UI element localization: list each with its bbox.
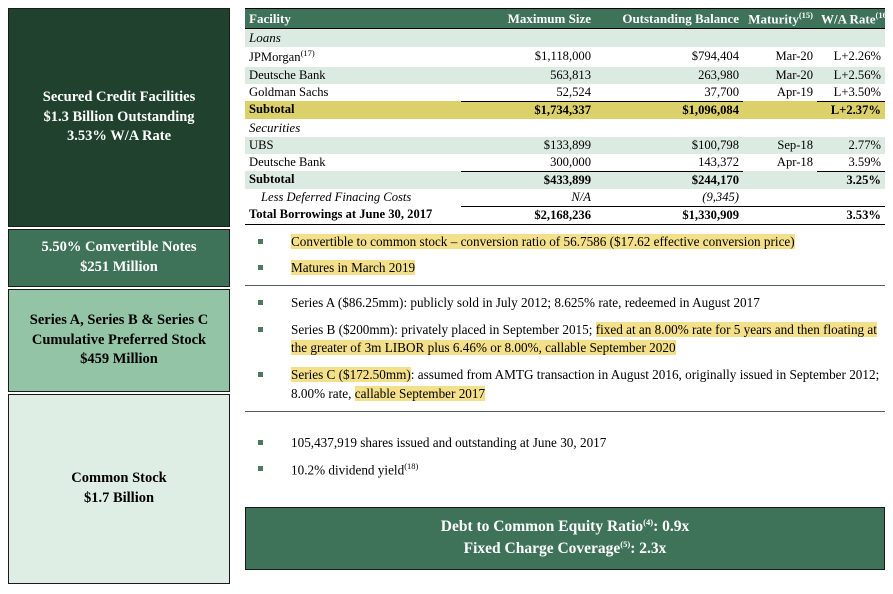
cell-facility: JPMorgan$^{(17)}$ — [245, 47, 461, 66]
list-item — [245, 460, 885, 480]
cell-outstanding: 37,700 — [595, 84, 743, 102]
highlighted-text: callable September 2017 — [354, 385, 486, 401]
series-a-text: Series A ($86.25mm): publicly sold in July 2012; 8.625% rate, redeemed in August 2017 — [291, 294, 760, 310]
footnote-ref: (18) — [404, 461, 419, 472]
square-bullet-icon — [258, 466, 263, 471]
cell-maturity: Mar-20 — [743, 47, 817, 66]
cell-outstanding: $794,404 — [595, 47, 743, 66]
cell-facility: Subtotal — [245, 101, 461, 119]
list-item — [245, 321, 885, 358]
cell-max-size: $1,118,000 — [461, 47, 595, 66]
dividend-yield-text: 10.2% dividend yield — [291, 462, 405, 478]
table-header-row — [245, 9, 885, 29]
cell-outstanding: $1,096,084 — [595, 101, 743, 119]
table-row-subtotal-securities — [245, 171, 885, 189]
sidebar-box-line: Common Stock — [71, 470, 167, 487]
debt-to-equity-ratio-line: Debt to Common Equity Ratio$^{(4)}$: 0.9x — [440, 516, 690, 535]
cell-outstanding: $100,798 — [595, 137, 743, 154]
section-label: Securities — [245, 119, 461, 137]
bullet-group-convertible-notes — [245, 233, 885, 278]
cell-facility: Total Borrowings at June 30, 2017 — [245, 206, 461, 224]
cell-maturity: Mar-20 — [743, 67, 817, 84]
footnote-ref: (5) — [620, 538, 631, 549]
highlighted-text: fixed at an 8.00% rate for 5 years and then floating at the greater of 3m LIBOR plus 6.46% or 8.00%, callable September 2020 — [291, 321, 877, 356]
sidebar-box-line: 3.53% W/A Rate — [66, 128, 172, 145]
cell-wa-rate: L+2.56% — [817, 67, 885, 84]
cell-max-size: $133,899 — [461, 137, 595, 154]
section-divider-1 — [245, 285, 885, 286]
cell-maturity: Apr-18 — [743, 154, 817, 172]
square-bullet-icon — [258, 372, 263, 377]
borrowings-table — [245, 8, 890, 225]
sidebar-box-line: $459 Million — [80, 351, 158, 368]
section-divider-2 — [245, 411, 885, 412]
sidebar-box-line: 5.50% Convertible Notes — [41, 239, 197, 256]
sidebar-box-line: Secured Credit Facilities — [42, 89, 196, 106]
footnote-ref: (16) — [875, 10, 890, 20]
fixed-charge-coverage-line: Fixed Charge Coverage$^{(5)}$: 2.3x — [463, 538, 667, 557]
cell-maturity: Apr-19 — [743, 84, 817, 102]
column-header-outstanding-balance: Outstanding Balance — [595, 9, 743, 29]
cell-maturity — [743, 189, 817, 207]
table-row-deferred-financing-costs — [245, 189, 885, 207]
highlighted-text: Series C ($172.50mm) — [291, 367, 411, 383]
cell-max-size: $2,168,236 — [461, 206, 595, 224]
table-section-securities — [245, 119, 885, 137]
table-row — [245, 137, 885, 154]
footnote-ref: (4) — [643, 516, 654, 527]
cell-outstanding: $1,330,909 — [595, 206, 743, 224]
cell-outstanding: 143,372 — [595, 154, 743, 172]
sidebar-box-line: $251 Million — [80, 259, 158, 275]
sidebar-box-preferred-stock — [8, 289, 230, 392]
cell-maturity: Sep-18 — [743, 137, 817, 154]
cell-max-size: 300,000 — [461, 154, 595, 172]
cell-maturity — [743, 101, 817, 119]
shares-outstanding-text: 105,437,919 shares issued and outstanding at June 30, 2017 — [291, 434, 607, 450]
cell-facility: Goldman Sachs — [245, 84, 461, 102]
sidebar-box-secured-credit-facilities — [8, 8, 230, 227]
cell-wa-rate: L+3.50% — [817, 84, 885, 102]
series-c-text: : assumed from AMTG transaction in August 2016, originally issued in September 2012; 8.00% rate, — [291, 367, 880, 401]
cell-outstanding: 263,980 — [595, 67, 743, 84]
list-item — [245, 366, 885, 403]
bullet-group-preferred-stock — [245, 294, 885, 404]
cell-wa-rate: L+2.37% — [817, 101, 885, 119]
cell-maturity — [743, 171, 817, 189]
cell-facility: Less Deferred Finacing Costs — [245, 189, 461, 207]
table-row-total-borrowings — [245, 206, 885, 224]
list-item — [245, 294, 885, 313]
table-section-loans — [245, 29, 885, 48]
bullet-group-common-stock — [245, 434, 885, 481]
column-header-maximum-size: Maximum Size — [461, 9, 595, 29]
square-bullet-icon — [258, 239, 263, 244]
cell-max-size: $1,734,337 — [461, 101, 595, 119]
table-row — [245, 84, 885, 102]
footnote-ref: (17) — [300, 48, 315, 59]
table-row — [245, 154, 885, 172]
cell-outstanding: $244,170 — [595, 171, 743, 189]
table-row — [245, 67, 885, 84]
ratio-summary-banner — [245, 507, 885, 570]
column-header-facility: Facility — [245, 9, 461, 29]
column-header-maturity: Maturity$^{(15)}$ — [743, 9, 817, 29]
sidebar-box-line: Series A, Series B & Series C — [29, 312, 209, 329]
capital-structure-sidebar — [8, 8, 230, 586]
cell-maturity — [743, 206, 817, 224]
sidebar-box-line: $1.3 Billion Outstanding — [43, 108, 195, 125]
table-row — [245, 47, 885, 66]
highlighted-text: Matures in March 2019 — [291, 260, 416, 276]
cell-wa-rate: L+2.26% — [817, 47, 885, 66]
column-header-wa-rate: W/A Rate$^{(16)}$ — [817, 9, 885, 29]
cell-max-size: $433,899 — [461, 171, 595, 189]
cell-wa-rate: 3.53% — [817, 206, 885, 224]
cell-wa-rate: 3.25% — [817, 171, 885, 189]
sidebar-box-line: $1.7 Billion — [83, 490, 155, 506]
square-bullet-icon — [258, 300, 263, 305]
list-item — [245, 434, 885, 453]
main-content — [245, 8, 890, 570]
list-item — [245, 259, 885, 278]
cell-wa-rate — [817, 189, 885, 207]
cell-max-size: 52,524 — [461, 84, 595, 102]
sidebar-box-line: Cumulative Preferred Stock — [31, 331, 207, 348]
table-row-subtotal-loans — [245, 101, 885, 119]
cell-facility: UBS — [245, 137, 461, 154]
cell-max-size: 563,813 — [461, 67, 595, 84]
cell-wa-rate: 2.77% — [817, 137, 885, 154]
cell-facility: Deutsche Bank — [245, 67, 461, 84]
cell-wa-rate: 3.59% — [817, 154, 885, 172]
series-b-text: Series B ($200mm): privately placed in September 2015; — [291, 321, 596, 337]
sidebar-box-common-stock — [8, 394, 230, 584]
list-item — [245, 233, 885, 252]
highlighted-text: Convertible to common stock – conversion ratio of 56.7586 ($17.62 effective conversion price) — [291, 233, 795, 249]
cell-facility: Deutsche Bank — [245, 154, 461, 172]
cell-outstanding: (9,345) — [595, 189, 743, 207]
square-bullet-icon — [258, 265, 263, 270]
cell-max-size: N/A — [461, 189, 595, 207]
footnote-ref: (15) — [798, 10, 813, 20]
section-label: Loans — [245, 29, 461, 48]
square-bullet-icon — [258, 327, 263, 332]
square-bullet-icon — [258, 440, 263, 445]
cell-facility: Subtotal — [245, 171, 461, 189]
sidebar-box-convertible-notes — [8, 229, 230, 287]
